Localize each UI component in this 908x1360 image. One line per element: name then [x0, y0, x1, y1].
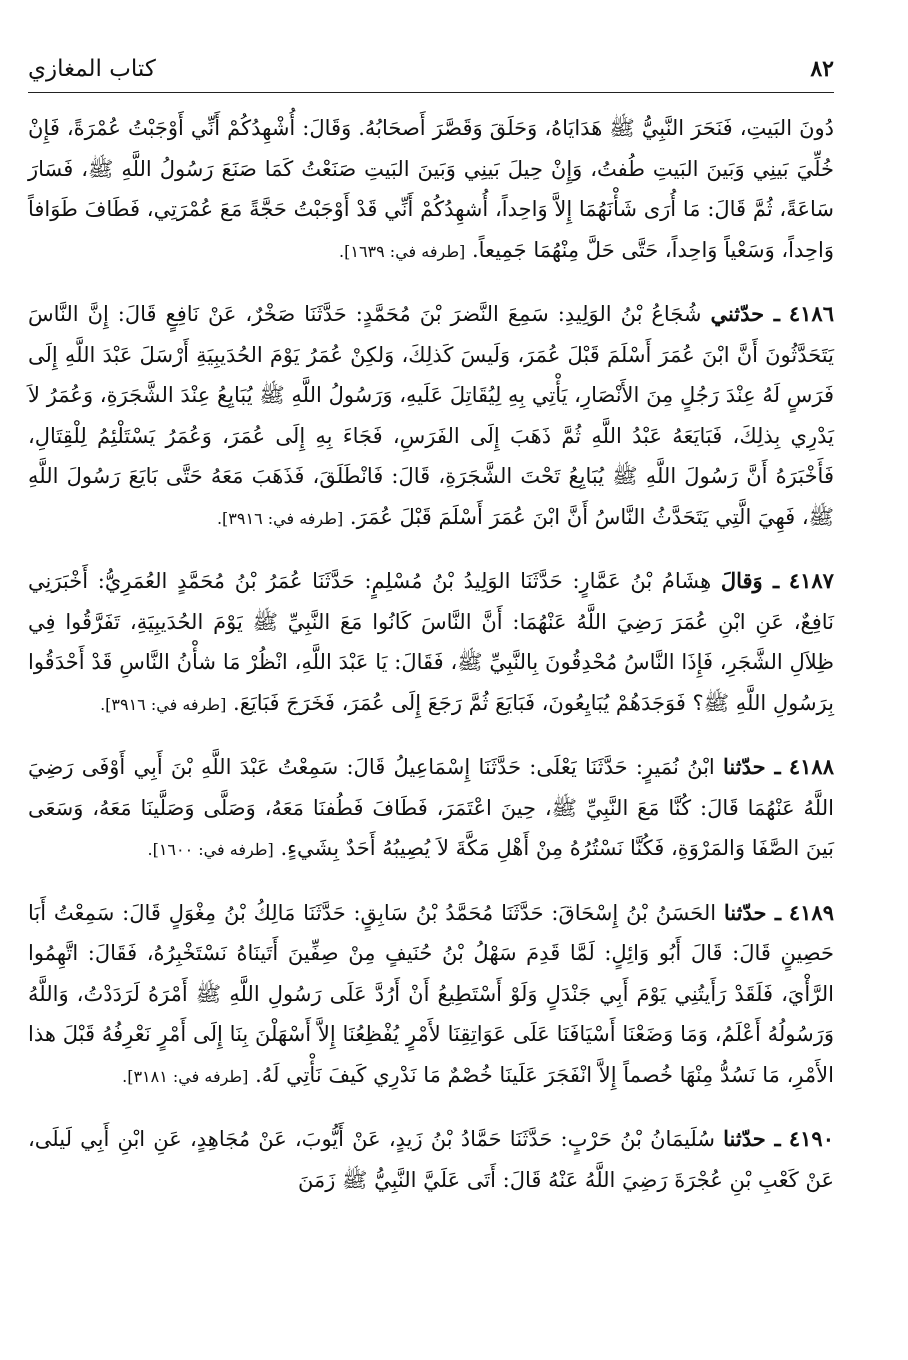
hadith-4190 [28, 1119, 834, 1200]
hadith-text: هِشَامُ بْنُ عَمَّارٍ: حَدَّثَنَا الوَلِيدُ بْنُ مُسْلِمٍ: حَدَّثَنَا عُمَرُ بْنُ مُحَمَّدٍ العُمَرِيُّ: أَخْبَرَنِي نَافِعٌ، عَنِ ابْنِ عُمَرَ رَضِيَ اللَّهُ عَنْهُمَا: أَنَّ النَّاسَ كَانُوا مَعَ النَّبِيِّ ﷺ يَوْمَ الحُدَيبِيَةِ، تَفَرَّقُوا فِي ظِلاَلِ الشَّجَرِ، فَإِذَا النَّاسُ مُحْدِقُونَ بِالنَّبِيِّ ﷺ، فَقَالَ: يَا عَبْدَ اللَّهِ، انْظُرْ مَا شأْنُ النَّاسِ قَدْ أَحْدَقُوا بِرَسُولِ اللَّهِ ﷺ؟ فَوَجَدَهُمْ يُبَايِعُونَ، فَبَايَعَ ثُمَّ رَجَعَ إِلَى عُمَرَ، فَخَرَجَ فَبَايَعَ. [28, 569, 834, 715]
hadith-continuation [28, 108, 834, 272]
hadith-4187 [28, 561, 834, 725]
page-body [28, 108, 834, 1200]
hadith-text: الحَسَنُ بْنُ إِسْحَاقَ: حَدَّثَنَا مُحَمَّدُ بْنُ سَابِقٍ: حَدَّثَنَا مَالِكُ بْنُ مِغْوَلٍ قَالَ: سَمِعْتُ أَبَا حَصِينٍ قَالَ: قَالَ أَبُو وَائِلٍ: لَمَّا قَدِمَ سَهْلُ بْنُ حُنَيفٍ مِنْ صِفِّينَ أَتَينَاهُ نَسْتَخْبِرُهُ، فَقَالَ: اتَّهِمُوا الرَّأْيَ، فَلَقَدْ رَأَيتُنِي يَوْمَ أَبِي جَنْدَلٍ وَلَوْ أَسْتَطِيعُ أَنْ أَرُدَّ عَلَى رَسُولِ اللَّهِ ﷺ أَمْرَهُ لَرَدَدْتُ، وَاللَّهُ وَرَسُولُهُ أَعْلَمُ، وَمَا وَضَعْنَا أَسْيَافَنَا عَلَى عَوَاتِقِنَا لأَمْرٍ يُفْظِعُنَا إِلاَّ أَسْهَلْنَ بِنَا إِلَى أَمْرٍ نَعْرِفُهُ قَبْلَ هذا الأَمْرِ، مَا نَسُدُّ مِنْهَا خُصماً إِلاَّ انْفَجَرَ عَلَينَا خُصْمٌ مَا نَدْرِي كَيفَ نَأْتِي لَهُ. [28, 900, 834, 1087]
cross-reference: [طرفه في: ٣١٨١]. [122, 1066, 249, 1086]
hadith-intro: ـ حدّثني [710, 301, 780, 326]
hadith-4186 [28, 294, 834, 539]
hadith-4188 [28, 747, 834, 871]
hadith-number: ٤١٨٩ [788, 899, 834, 925]
cross-reference: [طرفه في: ١٦٠٠]. [147, 840, 274, 859]
hadith-text: سُلَيمَانُ بْنُ حَرْبٍ: حَدَّثَنَا حَمَّادُ بْنُ زَيدٍ، عَنْ أَيُّوبَ، عَنْ مُجَاهِدٍ، عَنِ ابْنِ أَبِي لَيلَى، عَنْ كَعْبِ بْنِ عُجْرَةَ رَضِيَ اللَّهُ عَنْهُ قَالَ: أَتَى عَلَيَّ النَّبِيُّ ﷺ زَمَنَ [28, 1127, 834, 1192]
hadith-intro: ـ حدّثنا [723, 899, 782, 925]
hadith-4189 [28, 893, 834, 1098]
cross-reference: [طرفه في: ١٦٣٩]. [339, 241, 466, 261]
hadith-number: ٤١٨٧ [788, 568, 834, 593]
hadith-intro: ـ حدّثنا [723, 754, 781, 779]
hadith-number: ٤١٩٠ [788, 1126, 834, 1151]
hadith-text: دُونَ البَيتِ، فَنَحَرَ النَّبِيُّ ﷺ هَدَايَاهُ، وَحَلَقَ وَقَصَّرَ أَصحَابُهُ. وَقَالَ: أُشْهِدُكُمْ أَنِّي أَوْجَبْتُ عُمْرَةً، فَإِنْ خُلِّيَ بَينِي وَبَينَ البَيتِ طُفتُ، وَإِنْ حِيلَ بَينِي وَبَينَ البَيتِ صَنَعْتُ كَمَا صَنَعَ رَسُولُ اللَّهِ ﷺ، فَسَارَ سَاعَةً، ثُمَّ قَالَ: مَا أُرَى شَأْنَهُمَا إِلاَّ وَاحِداً، أُشهِدُكُمْ أَنِّي قَدْ أَوْجَبْتُ حَجَّةً مَعَ عُمْرَتِي، فَطَافَ طَوَافاً وَاحِداً، وَسَعْياً وَاحِداً، حَتَّى حَلَّ مِنْهُمَا جَمِيعاً. [28, 116, 834, 262]
page-header [28, 52, 834, 93]
page-number: ٨٢ [810, 56, 834, 82]
hadith-number: ٤١٨٦ [788, 301, 834, 326]
hadith-intro: ـ وَقالَ [720, 568, 780, 593]
cross-reference: [طرفه في: ٣٩١٦]. [100, 694, 227, 714]
hadith-text: ابْنُ نُمَيرٍ: حَدَّثَنَا يَعْلَى: حَدَّثَنَا إِسْمَاعِيلُ قَالَ: سَمِعْتُ عَبْدَ اللَّهِ بْنَ أَبِي أَوْفَى رَضِيَ اللَّهُ عَنْهُمَا قَالَ: كُنَّا مَعَ النَّبِيِّ ﷺ، حِينَ اعْتَمَرَ، فَطَافَ فَطُفنَا مَعَهُ، وَصَلَّى وَصَلَّينَا مَعَهُ، وَسَعَى بَينَ الصَّفَا وَالمَرْوَةِ، فَكُنَّا نَسْتُرُهُ مِنْ أَهْلِ مَكَّةَ لاَ يُصِيبُهُ أَحَدٌ بِشَيءٍ. [28, 755, 834, 860]
hadith-text: شُجَاعُ بْنُ الوَلِيدِ: سَمِعَ النَّضرَ بْنَ مُحَمَّدٍ: حَدَّثَنَا صَخْرٌ، عَنْ نَافِعٍ قَالَ: إِنَّ النَّاسَ يَتَحَدَّثُونَ أَنَّ ابْنَ عُمَرَ أَسْلَمَ قَبْلَ عُمَرَ، وَلَيسَ كَذلِكَ، وَلكِنْ عُمَرُ يَوْمَ الحُدَيبِيَةِ أَرْسَلَ عَبْدَ اللَّهِ إِلَى فَرَسٍ لَهُ عِنْدَ رَجُلٍ مِنَ الأَنْصَارِ، يَأْتِي بِهِ لِيُقَاتِلَ عَلَيهِ، وَرَسُولُ اللَّهِ ﷺ يُبَايِعُ عِنْدَ الشَّجَرَةِ، وَعُمَرُ لاَ يَدْرِي بِذلِكَ، فَبَايَعَهُ عَبْدُ اللَّهِ ثُمَّ ذَهَبَ إِلَى الفَرَسِ، فَجَاءَ بِهِ إِلَى عُمَرَ، وَعُمَرُ يَسْتَلْئِمُ لِلْقِتَالِ، فَأَخْبَرَهُ أَنَّ رَسُولَ اللَّهِ ﷺ يُبَايِعُ تَحْتَ الشَّجَرَةِ، قَالَ: فَانْطَلَقَ، فَذَهَبَ مَعَهُ حَتَّى بَايَعَ رَسُولَ اللَّهِ ﷺ، فَهِيَ الَّتِي يَتَحَدَّثُ النَّاسُ أَنَّ ابْنَ عُمَرَ أَسْلَمَ قَبْلَ عُمَرَ. [28, 302, 834, 529]
cross-reference: [طرفه في: ٣٩١٦]. [216, 508, 344, 528]
hadith-number: ٤١٨٨ [788, 754, 834, 779]
book-title: كتاب المغازي [28, 56, 156, 82]
hadith-intro: ـ حدّثنا [723, 1126, 781, 1151]
